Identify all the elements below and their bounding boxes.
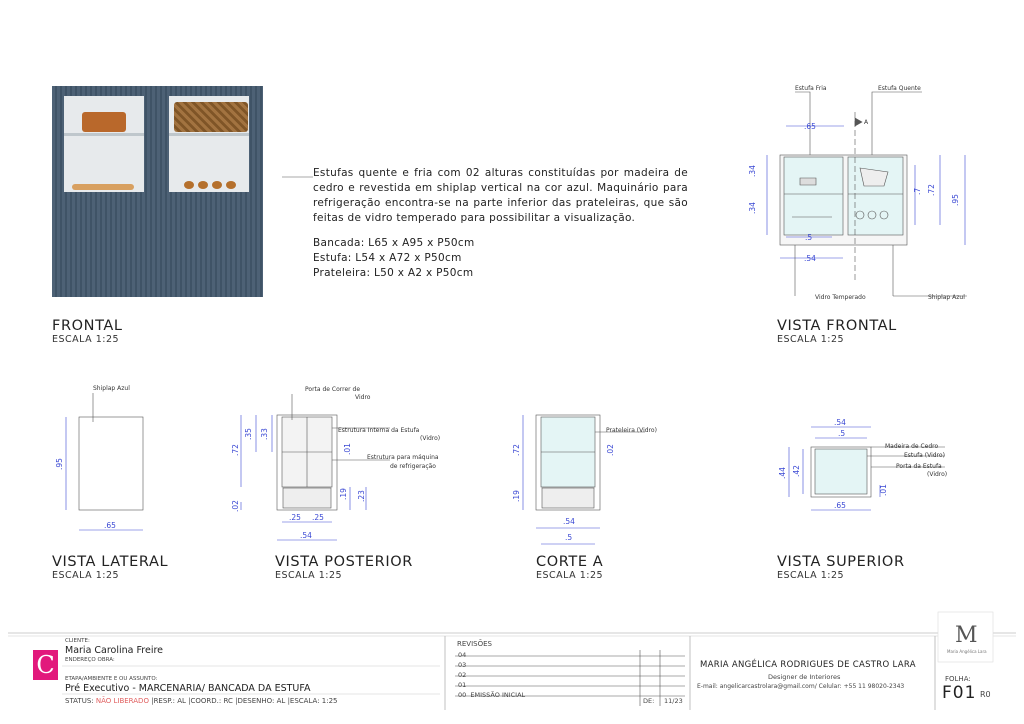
svg-text:Porta de Correr de: Porta de Correr de xyxy=(305,386,361,393)
designer-logo-caption: Maria Angélica Lara xyxy=(947,649,987,654)
svg-text:(Vidro): (Vidro) xyxy=(927,471,948,478)
svg-text:.23: .23 xyxy=(357,490,366,502)
svg-text:Madeira de Cedro: Madeira de Cedro xyxy=(885,443,939,450)
spec-estufa: Estufa: L54 x A72 x P50cm xyxy=(313,252,462,264)
svg-text:.65: .65 xyxy=(104,521,116,530)
svg-text:.44: .44 xyxy=(778,467,787,479)
client-logo: C xyxy=(33,650,58,680)
corte-a-drawing xyxy=(523,415,645,544)
svg-text:.54: .54 xyxy=(563,517,575,526)
vista-frontal-title: VISTA FRONTAL ESCALA 1:25 xyxy=(777,318,897,345)
svg-text:.72: .72 xyxy=(231,444,240,456)
de-label: DE: xyxy=(643,697,655,705)
svg-text:.01: .01 xyxy=(343,443,352,455)
etapa-text: Pré Executivo - MARCENARIA/ BANCADA DA ESTUFA xyxy=(65,683,311,694)
svg-text:.5: .5 xyxy=(805,233,813,242)
revision-number: R0 xyxy=(980,690,991,699)
svg-text:Estufa Fria: Estufa Fria xyxy=(795,85,827,92)
spec-bancada: Bancada: L65 x A95 x P50cm xyxy=(313,237,475,249)
status-value: NÃO LIBERADO xyxy=(95,697,149,705)
designer-logo: M xyxy=(955,623,978,648)
svg-text:.01: .01 xyxy=(879,484,888,496)
svg-text:.65: .65 xyxy=(804,122,816,131)
svg-text:.5: .5 xyxy=(838,429,846,438)
svg-text:Shiplap Azul: Shiplap Azul xyxy=(928,294,965,301)
endereco-label: ENDEREÇO OBRA: xyxy=(65,657,115,663)
etapa-label: ETAPA/AMBIENTE E OU ASSUNTO: xyxy=(65,676,158,682)
svg-text:.72: .72 xyxy=(927,184,936,196)
svg-text:.25: .25 xyxy=(289,513,301,522)
svg-text:(Vidro): (Vidro) xyxy=(420,435,441,442)
revisoes-label: REVISÕES xyxy=(457,640,492,648)
svg-text:de refrigeração: de refrigeração xyxy=(390,463,436,470)
svg-text:Estufa (Vidro): Estufa (Vidro) xyxy=(904,452,945,459)
svg-text:.5: .5 xyxy=(565,533,573,542)
status-row: STATUS: NÃO LIBERADO |RESP.: AL |COORD.: RC |DESENHO: AL |ESCALA: 1:25 xyxy=(65,697,338,705)
svg-text:Prateleira (Vidro): Prateleira (Vidro) xyxy=(606,427,657,434)
svg-text:.65: .65 xyxy=(834,501,846,510)
svg-text:.25: .25 xyxy=(312,513,324,522)
folha-label: FOLHA: xyxy=(945,675,971,683)
cliente-name: Maria Carolina Freire xyxy=(65,645,164,656)
svg-text:A: A xyxy=(864,119,869,126)
svg-text:Vidro Temperado: Vidro Temperado xyxy=(815,294,866,301)
vista-lateral-title: VISTA LATERAL ESCALA 1:25 xyxy=(52,554,169,581)
svg-text:Estrutura Interna da Estufa: Estrutura Interna da Estufa xyxy=(338,427,420,434)
svg-text:Shiplap Azul: Shiplap Azul xyxy=(93,385,130,392)
svg-text:.7: .7 xyxy=(913,187,922,195)
svg-text:.54: .54 xyxy=(834,418,846,427)
svg-text:.02: .02 xyxy=(231,500,240,512)
designer-contact: E-mail: angelicarcastrolara@gmail.com/ Celular: +55 11 98020-2343 xyxy=(697,683,905,690)
vista-superior-title: VISTA SUPERIOR ESCALA 1:25 xyxy=(777,554,905,581)
svg-text:.54: .54 xyxy=(804,254,816,263)
sheet-number: F01 xyxy=(942,683,977,703)
corte-a-title: CORTE A ESCALA 1:25 xyxy=(536,554,604,581)
svg-text:Estufa Quente: Estufa Quente xyxy=(878,85,921,92)
vista-lateral-drawing xyxy=(66,393,143,530)
svg-text:Estrutura para máquina: Estrutura para máquina xyxy=(367,454,439,461)
svg-text:.34: .34 xyxy=(748,165,757,177)
svg-text:Vidro: Vidro xyxy=(355,394,371,401)
frontal-title: FRONTAL ESCALA 1:25 xyxy=(52,318,123,345)
svg-text:.02: .02 xyxy=(606,444,615,456)
svg-text:.34: .34 xyxy=(748,202,757,214)
spec-prateleira: Prateleira: L50 x A2 x P50cm xyxy=(313,267,474,279)
svg-text:.95: .95 xyxy=(951,194,960,206)
svg-text:.95: .95 xyxy=(55,458,64,470)
designer-title: Designer de Interiores xyxy=(768,673,841,681)
svg-text:Porta da Estufa: Porta da Estufa xyxy=(896,463,942,470)
svg-text:.72: .72 xyxy=(512,444,521,456)
svg-text:.33: .33 xyxy=(260,428,269,440)
designer-name: MARIA ANGÉLICA RODRIGUES DE CASTRO LARA xyxy=(700,660,916,670)
svg-text:.19: .19 xyxy=(339,488,348,500)
svg-text:.19: .19 xyxy=(512,490,521,502)
revision-list: 04 03 02 01 00 EMISSÃO INICIAL xyxy=(458,651,526,699)
issue-date: 11/23 xyxy=(664,697,683,705)
svg-text:.42: .42 xyxy=(792,465,801,477)
svg-text:.54: .54 xyxy=(300,531,312,540)
vista-posterior-title: VISTA POSTERIOR ESCALA 1:25 xyxy=(275,554,413,581)
cliente-label: CLIENTE: xyxy=(65,638,90,644)
svg-text:.35: .35 xyxy=(244,428,253,440)
description-text: Estufas quente e fria com 02 alturas constituídas por madeira de cedro e revestida em shiplap vertical na cor azul. Maquinário para refrigeração encontra-se na parte inferior das prateleiras, que são feitas de vidro temperado para possibilitar a visualização. xyxy=(313,167,688,224)
